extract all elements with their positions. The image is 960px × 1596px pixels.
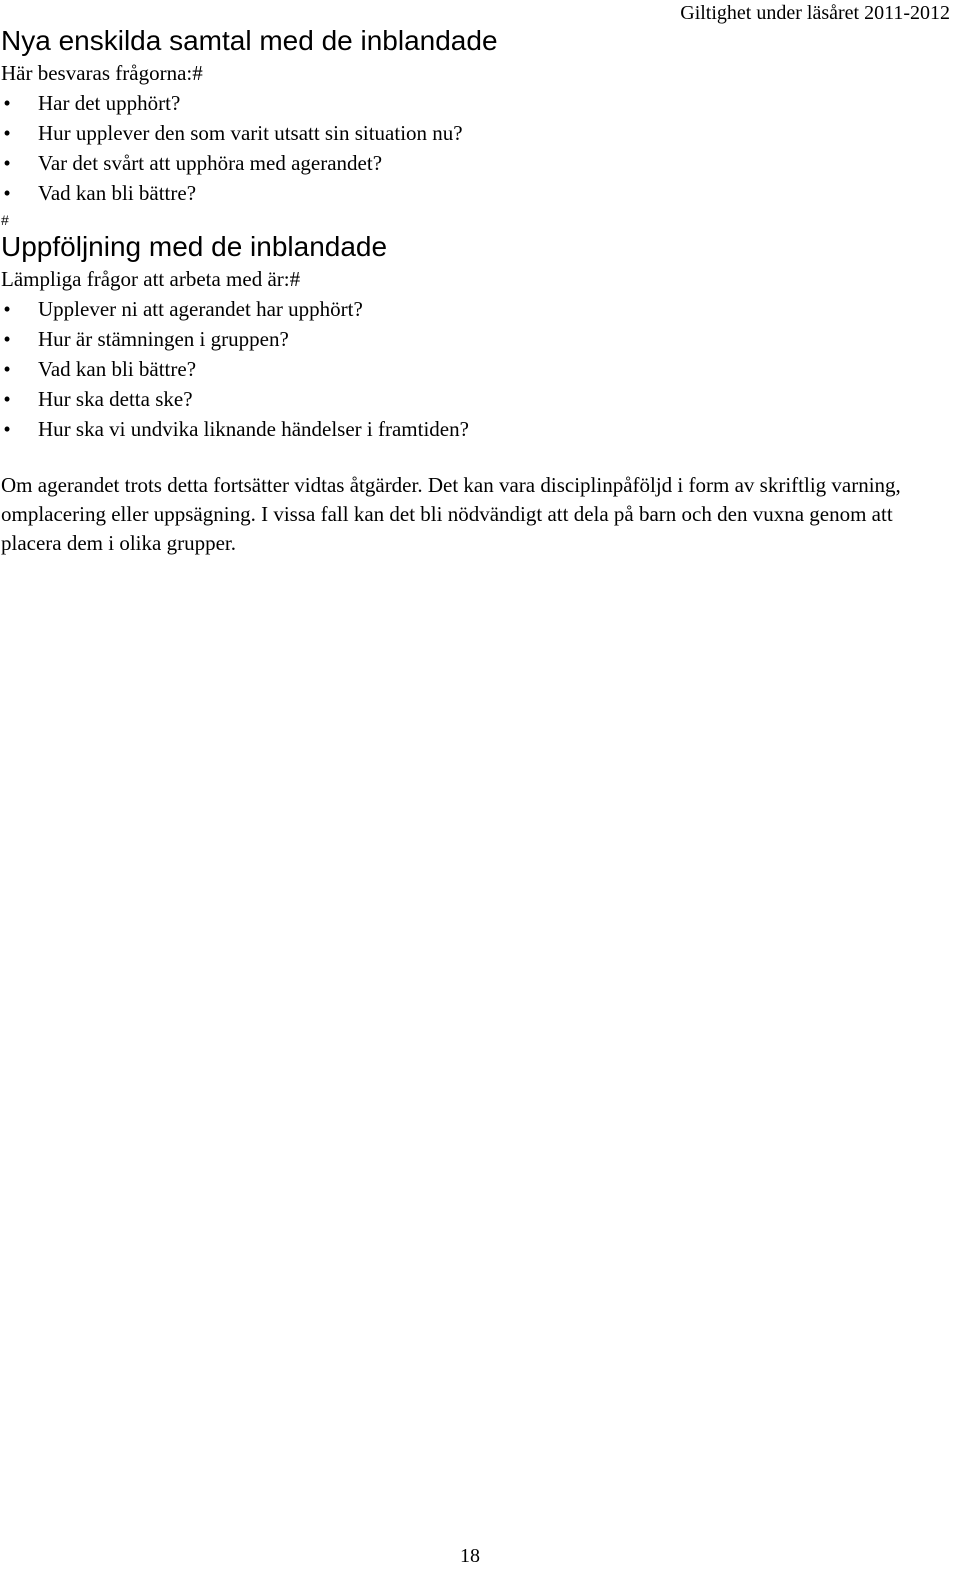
list-item <box>1 324 949 354</box>
bullet-icon: • <box>3 327 11 351</box>
question-list-follow-up <box>1 294 949 444</box>
question-list-new-conversations <box>1 88 949 208</box>
list-item-text: Hur ska detta ske? <box>38 387 193 411</box>
list-item-text: Upplever ni att agerandet har upphört? <box>38 297 363 321</box>
bullet-icon: • <box>3 181 11 205</box>
list-item <box>1 354 949 384</box>
list-item <box>1 118 949 148</box>
list-item <box>1 384 949 414</box>
list-item-text: Har det upphört? <box>38 91 181 115</box>
document-validity-note: Giltighet under läsåret 2011-2012 <box>680 2 950 24</box>
list-item <box>1 178 949 208</box>
bullet-icon: • <box>3 121 11 145</box>
bullet-icon: • <box>3 91 11 115</box>
section-heading-new-conversations: Nya enskilda samtal med de inblandade <box>1 25 498 56</box>
list-item <box>1 414 949 444</box>
section-heading-follow-up: Uppföljning med de inblandade <box>1 231 388 262</box>
measures-paragraph: Om agerandet trots detta fortsätter vidtas åtgärder. Det kan vara disciplinpåföljd i form av skriftlig varning, omplacering eller uppsägning. I vissa fall kan det bli nödvändigt att dela på barn och den vuxna genom att placera dem i olika grupper. <box>1 473 901 555</box>
section-intro-new-conversations: Här besvaras frågorna:# <box>1 61 203 85</box>
list-item-text: Var det svårt att upphöra med agerandet? <box>38 151 383 175</box>
list-item-text: Vad kan bli bättre? <box>38 181 197 205</box>
list-item-text: Hur upplever den som varit utsatt sin situation nu? <box>38 121 463 145</box>
list-item <box>1 148 949 178</box>
list-item-text: Hur är stämningen i gruppen? <box>38 327 289 351</box>
page-number: 18 <box>460 1545 480 1567</box>
bullet-icon: • <box>3 417 11 441</box>
list-item <box>1 294 949 324</box>
section-intro-follow-up: Lämpliga frågor att arbeta med är:# <box>1 267 301 291</box>
bullet-icon: • <box>3 297 11 321</box>
bullet-icon: • <box>3 151 11 175</box>
hash-separator: # <box>1 212 9 228</box>
list-item-text: Hur ska vi undvika liknande händelser i framtiden? <box>38 417 469 441</box>
document-content <box>1 24 949 558</box>
list-item <box>1 88 949 118</box>
list-item-text: Vad kan bli bättre? <box>38 357 197 381</box>
bullet-icon: • <box>3 357 11 381</box>
bullet-icon: • <box>3 387 11 411</box>
